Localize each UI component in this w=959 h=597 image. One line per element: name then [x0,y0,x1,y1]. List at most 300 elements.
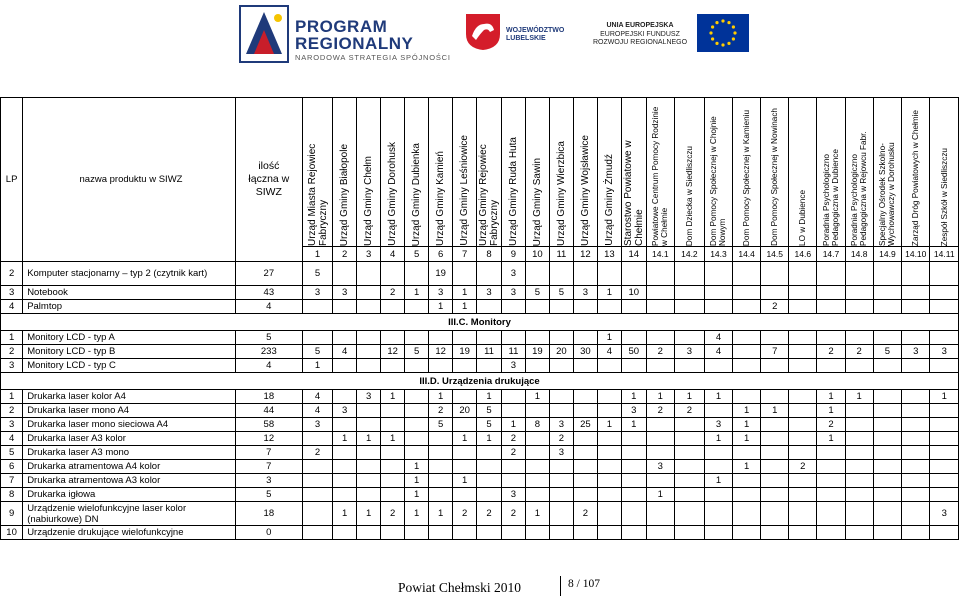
column-header-label: Urząd Gminy Sawin [531,157,543,246]
quantity-cell [549,331,573,345]
column-header-label: Urząd Gminy Ruda Huta [507,137,519,246]
row-lp: 8 [1,488,23,502]
quantity-cell [761,262,789,286]
quantity-cell [405,300,429,314]
column-header-label: Zespół Szkół w Siedliszczu [939,147,949,246]
quantity-cell [621,331,646,345]
quantity-cell [845,488,873,502]
product-name: Drukarka laser mono A4 [23,404,236,418]
quantity-cell [302,526,332,540]
quantity-cell [930,286,959,300]
quantity-cell [789,404,817,418]
quantity-cell [429,432,453,446]
quantity-cell [429,526,453,540]
quantity-cell [789,262,817,286]
row-quantity: 233 [235,345,302,359]
quantity-cell [674,331,704,345]
eu-star-icon [711,37,714,40]
quantity-cell [525,300,549,314]
quantity-cell: 1 [429,300,453,314]
eu-text [590,22,690,48]
quantity-cell [597,488,621,502]
quantity-cell: 1 [597,331,621,345]
eu-flag-icon [697,14,749,52]
row-quantity: 5 [235,331,302,345]
column-header-25 [930,98,959,247]
quantity-cell: 3 [333,286,357,300]
column-number: 14.6 [789,247,817,262]
quantity-cell: 1 [646,488,674,502]
quantity-cell [429,474,453,488]
column-header-label: Poradnia Psychologiczno Pedagogiczna w Dubience [821,149,840,246]
quantity-cell: 3 [477,286,502,300]
quantity-cell: 3 [429,286,453,300]
quantity-cell [597,359,621,373]
quantity-cell [845,432,873,446]
quantity-cell [405,446,429,460]
column-number: 9 [501,247,525,262]
quantity-cell: 1 [429,502,453,526]
footer-title: Powiat Chełmski 2010 [398,580,522,595]
quantity-cell [501,474,525,488]
quantity-cell [674,502,704,526]
quantity-cell [873,286,901,300]
row-quantity: 18 [235,502,302,526]
quantity-cell [817,286,845,300]
quantity-cell [357,300,381,314]
quantity-cell: 1 [597,418,621,432]
quantity-cell [357,345,381,359]
quantity-cell [621,488,646,502]
quantity-cell: 2 [817,418,845,432]
quantity-cell [789,488,817,502]
quantity-cell [930,300,959,314]
quantity-cell [477,446,502,460]
lubelskie-text [506,27,564,43]
quantity-cell: 1 [817,432,845,446]
quantity-cell [302,488,332,502]
quantity-cell [761,474,789,488]
quantity-cell [381,474,405,488]
eu-star-icon [709,31,712,34]
quantity-cell [902,474,930,488]
quantity-cell [597,460,621,474]
column-header-17 [704,98,732,247]
quantity-cell [902,300,930,314]
table-row [1,418,959,432]
quantity-cell [761,460,789,474]
quantity-cell: 2 [501,446,525,460]
quantity-cell: 4 [333,345,357,359]
quantity-cell: 2 [453,502,477,526]
quantity-cell [845,300,873,314]
quantity-cell: 12 [381,345,405,359]
column-header-24 [902,98,930,247]
quantity-cell [477,331,502,345]
quantity-cell [646,474,674,488]
column-header-label: Poradnia Psychologiczno Pedagogiczna w Rejowcu Fabr. [850,131,869,246]
quantity-cell: 2 [381,502,405,526]
quantity-cell [930,331,959,345]
quantity-cell [381,359,405,373]
quantity-cell: 1 [357,502,381,526]
quantity-cell [525,446,549,460]
section-title: III.D. Urządzenia drukujące [1,373,959,390]
quantity-cell [573,446,597,460]
table-row [1,345,959,359]
quantity-cell: 2 [573,502,597,526]
table-row [1,432,959,446]
quantity-cell [646,331,674,345]
quantity-cell [381,262,405,286]
quantity-cell [733,262,761,286]
quantity-cell: 2 [381,286,405,300]
quantity-cell: 1 [405,502,429,526]
row-quantity: 44 [235,404,302,418]
column-number: 14.1 [646,247,674,262]
quantity-cell: 3 [302,418,332,432]
quantity-cell [597,300,621,314]
quantity-cell [704,526,732,540]
quantity-cell [333,262,357,286]
quantity-cell [704,300,732,314]
quantity-cell: 4 [302,404,332,418]
quantity-cell [674,460,704,474]
quantity-cell [453,390,477,404]
quantity-cell: 4 [704,331,732,345]
quantity-cell [525,460,549,474]
quantity-cell [477,488,502,502]
quantity-cell: 2 [501,432,525,446]
table-row [1,404,959,418]
quantity-cell [621,460,646,474]
quantity-cell [405,432,429,446]
quantity-cell [549,390,573,404]
quantity-cell [549,404,573,418]
quantity-cell: 1 [357,432,381,446]
eu-star-icon [715,21,718,24]
quantity-cell [646,526,674,540]
eu-line3: ROZWOJU REGIONALNEGO [592,39,688,46]
table-row [1,502,959,526]
quantity-cell [930,432,959,446]
column-header-label: Dom Pomocy Społecznej w Nowinach [770,108,780,246]
product-name: Monitory LCD - typ A [23,331,236,345]
row-lp: 7 [1,474,23,488]
column-number: 14.10 [902,247,930,262]
quantity-cell [902,418,930,432]
quantity-cell: 30 [573,345,597,359]
quantity-cell [902,404,930,418]
quantity-cell [704,262,732,286]
column-header-12 [573,98,597,247]
quantity-cell [405,404,429,418]
eu-star-icon [711,25,714,28]
quantity-cell [549,502,573,526]
quantity-cell [845,404,873,418]
quantity-cell: 1 [817,404,845,418]
column-header-9 [501,98,525,247]
product-name: Drukarka laser mono sieciowa A4 [23,418,236,432]
quantity-cell [573,331,597,345]
quantity-cell [674,474,704,488]
column-number: 5 [405,247,429,262]
quantity-cell [501,460,525,474]
quantity-cell: 1 [333,432,357,446]
column-header-5 [405,98,429,247]
column-number: 1 [302,247,332,262]
quantity-cell [646,359,674,373]
column-number: 4 [381,247,405,262]
row-quantity: 7 [235,446,302,460]
quantity-cell: 1 [333,502,357,526]
quantity-cell [789,502,817,526]
quantity-cell: 2 [674,404,704,418]
lubelskie-emblem-icon [462,10,504,52]
quantity-cell [357,526,381,540]
quantity-cell: 1 [704,432,732,446]
quantity-cell: 2 [789,460,817,474]
quantity-cell: 1 [646,390,674,404]
quantity-cell: 5 [302,345,332,359]
quantity-cell: 3 [549,446,573,460]
quantity-cell [357,418,381,432]
quantity-cell [789,286,817,300]
row-quantity: 12 [235,432,302,446]
row-lp: 9 [1,502,23,526]
product-name: Drukarka atramentowa A4 kolor [23,460,236,474]
quantity-cell [477,262,502,286]
eu-line2: EUROPEJSKI FUNDUSZ [600,30,680,38]
column-number: 3 [357,247,381,262]
quantity-cell [902,446,930,460]
quantity-cell [733,526,761,540]
product-name: Monitory LCD - typ C [23,359,236,373]
quantity-cell [501,404,525,418]
product-name: Urządzenie drukujące wielofunkcyjne [23,526,236,540]
table-row [1,262,959,286]
quantity-cell: 2 [549,432,573,446]
quantity-cell [501,300,525,314]
quantity-cell [621,446,646,460]
column-number: 10 [525,247,549,262]
quantity-cell: 11 [501,345,525,359]
quantity-cell [573,359,597,373]
table-row [1,331,959,345]
quantity-cell: 5 [477,404,502,418]
column-header-2 [333,98,357,247]
quantity-cell [902,390,930,404]
quantity-cell [873,446,901,460]
quantity-cell: 3 [930,345,959,359]
column-number: 14.9 [873,247,901,262]
quantity-cell [525,404,549,418]
quantity-cell [845,262,873,286]
quantity-cell [646,300,674,314]
quantity-cell [333,359,357,373]
quantity-cell: 1 [453,300,477,314]
column-header-label: Urząd Gminy Rejowiec Fabryczny [478,144,501,246]
quantity-cell: 7 [761,345,789,359]
row-quantity: 18 [235,390,302,404]
quantity-cell: 3 [501,488,525,502]
quantity-cell [333,526,357,540]
eu-star-icon [721,19,724,22]
quantity-cell: 1 [733,404,761,418]
quantity-cell: 2 [429,404,453,418]
quantity-cell [817,502,845,526]
products-table [0,97,959,540]
quantity-cell [761,488,789,502]
quantity-cell [845,418,873,432]
kapital-ludzki-logo-icon [238,4,290,64]
quantity-cell [597,474,621,488]
quantity-cell [453,526,477,540]
quantity-cell [674,300,704,314]
quantity-cell: 3 [646,460,674,474]
table-row [1,286,959,300]
quantity-cell [789,474,817,488]
kp-line2: REGIONALNY [295,34,414,53]
column-header-label: Specjalny Ośrodek Szkolno-Wychowawczy w Dorohusku [878,142,897,246]
column-header-label: Dom Pomocy Społecznej w Chojnie Nowym [709,116,728,246]
quantity-cell [302,432,332,446]
quantity-cell [761,432,789,446]
eu-star-icon [721,43,724,46]
quantity-cell [453,460,477,474]
column-number: 14 [621,247,646,262]
quantity-cell [333,488,357,502]
quantity-cell: 2 [761,300,789,314]
quantity-cell [525,526,549,540]
row-quantity: 0 [235,526,302,540]
product-name: Palmtop [23,300,236,314]
quantity-cell [357,262,381,286]
quantity-cell [646,446,674,460]
quantity-cell: 3 [333,404,357,418]
quantity-cell [477,460,502,474]
column-header-18 [733,98,761,247]
column-header-label: Dom Pomocy Społecznej w Kamieniu [742,109,752,246]
quantity-cell [621,526,646,540]
quantity-cell [453,331,477,345]
row-lp: 4 [1,432,23,446]
quantity-cell [501,526,525,540]
row-lp: 1 [1,331,23,345]
quantity-cell [873,359,901,373]
quantity-cell [405,418,429,432]
quantity-cell: 1 [621,390,646,404]
product-name: Drukarka laser A3 kolor [23,432,236,446]
quantity-cell: 1 [733,432,761,446]
quantity-cell [704,446,732,460]
quantity-cell: 1 [733,460,761,474]
quantity-cell [733,286,761,300]
quantity-cell [573,488,597,502]
quantity-cell [902,286,930,300]
quantity-cell [674,432,704,446]
quantity-cell: 1 [405,488,429,502]
column-header-19 [761,98,789,247]
quantity-cell: 2 [477,502,502,526]
program-regionalny-title [295,18,413,52]
quantity-cell [845,359,873,373]
table-row [1,446,959,460]
quantity-cell [597,446,621,460]
row-lp: 10 [1,526,23,540]
quantity-cell [525,359,549,373]
quantity-cell [704,404,732,418]
quantity-cell [733,446,761,460]
quantity-cell [817,488,845,502]
column-header-23 [873,98,901,247]
lp-header: LP [1,98,23,262]
quantity-cell [646,286,674,300]
quantity-cell [453,359,477,373]
quantity-cell [902,432,930,446]
column-header-15 [646,98,674,247]
quantity-cell: 1 [817,390,845,404]
column-header-label: Urząd Gminy Wierzbica [555,140,567,246]
quantity-cell: 5 [302,262,332,286]
quantity-cell [674,418,704,432]
column-header-7 [453,98,477,247]
quantity-cell [573,404,597,418]
quantity-cell: 5 [549,286,573,300]
quantity-cell [873,404,901,418]
quantity-cell [733,345,761,359]
quantity-cell [597,262,621,286]
quantity-cell [302,474,332,488]
quantity-cell [453,446,477,460]
eu-star-icon [732,37,735,40]
eu-line1: UNIA EUROPEJSKA [606,22,674,29]
quantity-cell [789,390,817,404]
eu-star-icon [715,42,718,45]
quantity-cell [477,359,502,373]
column-number: 14.5 [761,247,789,262]
page-header [0,0,959,70]
quantity-cell: 1 [405,286,429,300]
quantity-cell [674,488,704,502]
quantity-cell [845,502,873,526]
column-number: 14.8 [845,247,873,262]
quantity-cell [357,446,381,460]
table-row [1,474,959,488]
column-header-4 [381,98,405,247]
quantity-cell [549,526,573,540]
quantity-cell [477,300,502,314]
quantity-cell [597,390,621,404]
quantity-cell [674,359,704,373]
row-lp: 1 [1,390,23,404]
quantity-cell: 5 [429,418,453,432]
eu-star-icon [727,42,730,45]
quantity-cell: 1 [453,474,477,488]
quantity-cell [674,286,704,300]
column-header-8 [477,98,502,247]
column-header-label: Urząd Gminy Wojsławice [579,135,591,246]
quantity-cell: 1 [525,390,549,404]
quantity-cell [873,474,901,488]
column-header-label: Urząd Gminy Dorohusk [387,142,399,246]
quantity-cell: 4 [597,345,621,359]
column-header-label: Urząd Gminy Kamień [435,150,447,246]
column-header-label: Zarząd Dróg Powiatowych w Chełmie [911,109,921,246]
quantity-cell [357,404,381,418]
quantity-cell [817,446,845,460]
column-header-14 [621,98,646,247]
